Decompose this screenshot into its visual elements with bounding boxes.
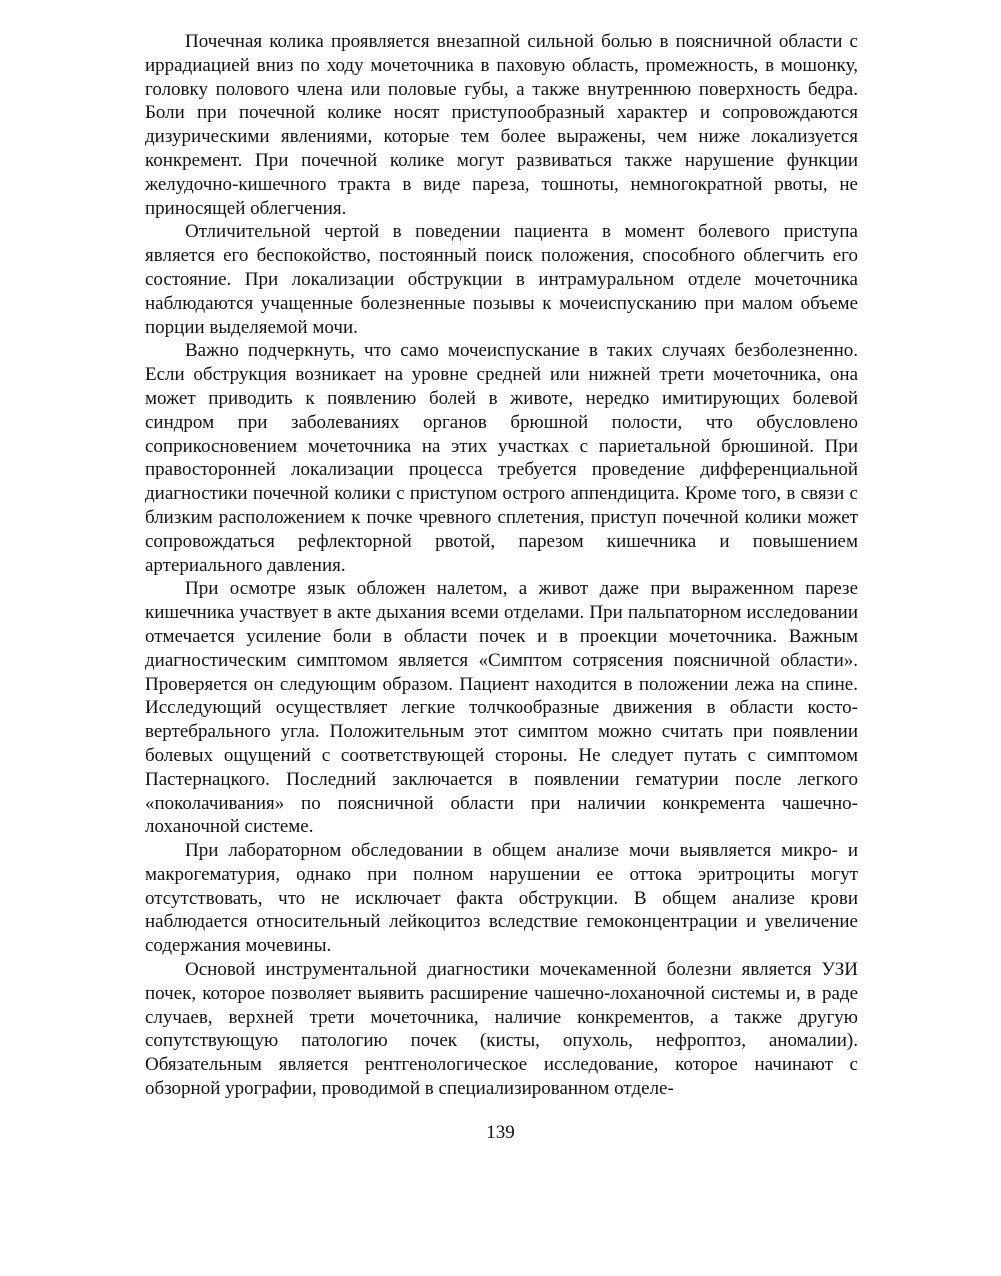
paragraph-renal-colic: Почечная колика проявляется внезапной сильной болью в поясничной области с иррадиацией вниз по ходу мочеточника в паховую область, промежность, в мошонку, головку полового члена или половые губы, а также внутреннюю поверхность бедра. Боли при почечной колике носят приступообразный характер и сопровождаются дизурическими явлениями, которые тем более выражены, чем ниже локализуется конкремент. При почечной колике могут развиваться также нарушение функции желудочно-кишечного тракта в виде пареза, тошноты, немногократной рвоты, не приносящей облегчения.: [145, 31, 858, 219]
paragraph-examination: При осмотре язык обложен налетом, а живот даже при выраженном парезе кишечника участвует в акте дыхания всеми отделами. При пальпаторном исследовании отмечается усиление боли в области почек и в проекции мочеточника. Важным диагностическим симптомом является «Симптом сотрясения поясничной области». Проверяется он следующим образом. Пациент находится в положении лежа на спине. Исследующий осуществляет легкие толчкообразные движения в области косто-вертебрального угла. Положительным этот симптом можно считать при появлении болевых ощущений с соответствующей стороны. Не следует путать с симптомом Пастернацкого. Последний заключается в появлении гематурии после легкого «поколачивания» по поясничной области при наличии конкремента чашечно-лоханочной системе.: [145, 578, 858, 838]
paragraph-painless-urination: Важно подчеркнуть, что само мочеиспускание в таких случаях безболезненно. Если обструкция возникает на уровне средней или нижней трети мочеточника, она может приводить к появлению болей в животе, нередко имитирующих болевой синдром при заболеваниях органов брюшной полости, что обусловлено соприкосновением мочеточника на этих участках с париетальной брюшиной. При правосторонней локализации процесса требуется проведение дифференциальной диагностики почечной колики с приступом острого аппендицита. Кроме того, в связи с близким расположением к почке чревного сплетения, приступ почечной колики может сопровождаться рефлекторной рвотой, парезом кишечника и повышением артериального давления.: [145, 340, 858, 576]
paragraph-patient-behavior: Отличительной чертой в поведении пациента в момент болевого приступа является его беспокойство, постоянный поиск положения, способного облегчить его состояние. При локализации обструкции в интрамуральном отделе мочеточника наблюдаются учащенные болезненные позывы к мочеиспусканию при малом объеме порции выделяемой мочи.: [145, 221, 858, 338]
paragraph-instrumental: Основой инструментальной диагностики мочекаменной болезни является УЗИ почек, которое позволяет выявить расширение чашечно-лоханочной системы и, в раде случаев, верхней трети мочеточника, наличие конкрементов, а также другую сопутствующую патологию почек (кисты, опухоль, нефроптоз, аномалии). Обязательным является рентгенологическое исследование, которое начинают с обзорной урографии, проводимой в специализированном отделе-: [145, 959, 858, 1100]
page-number: 139: [486, 1122, 515, 1143]
paragraph-laboratory: При лабораторном обследовании в общем анализе мочи выявляется микро- и макрогематурия, однако при полном нарушении ее оттока эритроциты могут отсутствовать, что не исключает факта обструкции. В общем анализе крови наблюдается относительный лейкоцитоз вследствие гемоконцентрации и увеличение содержания мочевины.: [145, 840, 858, 957]
page-body: [145, 30, 858, 1101]
